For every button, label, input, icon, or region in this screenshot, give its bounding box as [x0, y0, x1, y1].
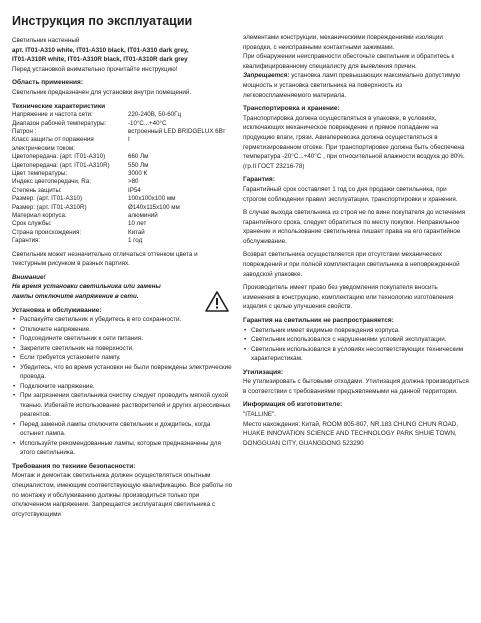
- spec-row: [12, 162, 225, 170]
- warning-triangle-icon: [205, 291, 229, 312]
- spec-key: Размер: (арт. IT01-A310): [12, 195, 83, 203]
- spec-key: Степень защиты:: [12, 186, 62, 194]
- attention-label: Внимание!: [12, 273, 46, 281]
- spec-row: [12, 195, 225, 203]
- spec-value: 660 Лм: [128, 153, 149, 161]
- spec-row: [12, 153, 225, 161]
- spec-value: 3000 К: [128, 170, 148, 177]
- spec-heading: Технические характеристики: [12, 102, 106, 110]
- spec-value: 1 год: [128, 237, 143, 245]
- list-item: • При загрязнении светильника очистку следует проводить мягкой сухой тканью. Избегайте использование растворителей и других агрессивных реагентов.: [12, 391, 233, 420]
- install-heading: Установка и обслуживание:: [12, 306, 102, 314]
- list-item: • Закрепите светильник на поверхности.: [12, 344, 233, 354]
- safety-heading: Требования по технике безопасности:: [12, 462, 136, 470]
- spec-value: IP54: [128, 186, 141, 194]
- spec-row: [12, 170, 225, 178]
- continued-text: элементами конструкции, механическими повреждениями изоляции проводки, с неисправными контактными зажимами.: [243, 34, 443, 51]
- spec-key: Класс защиты от поражения электрическим током:: [12, 136, 94, 152]
- list-item: • Светильник имеет видимые повреждения корпуса.: [243, 326, 469, 336]
- spec-key: Размер: (арт. IT01-A310R): [12, 203, 87, 211]
- spec-row: [12, 136, 225, 153]
- list-item: • Убедитесь, что во время установки не были повреждены электрические провода.: [12, 363, 233, 382]
- transport-text: Транспортировка должна осуществляться в упаковке, в условиях, исключающих механическое повреждение и прямое попадание на продукцию влаги, грязи. Авиаперевозка должна осуществляться в герметизированном отсеке. При транспортировке должна быть обеспечена температура -20°С...+40°С , при относительной влажности воздуха до 80%. (гр.II ГОСТ 23216-78): [243, 114, 465, 170]
- spec-row: [12, 187, 225, 195]
- spec-key: Цвет температуры:: [12, 170, 68, 177]
- guarantee-text-4: Производитель имеет право без уведомления покупателя вносить изменения в конструкцию, комплектацию или технологию изготовления изделия с целью улучшения свойств.: [243, 284, 454, 311]
- warning-text: На время установки светильника или замены лампы отключите напряжение в сети.: [12, 283, 161, 301]
- list-item: • Подсоедините светильник к сети питания.: [12, 334, 233, 344]
- purpose-heading: Область применения:: [12, 79, 83, 87]
- spec-row: [12, 237, 225, 245]
- spec-row: [12, 111, 225, 119]
- page-title: Инструкция по эксплуатации: [12, 14, 193, 28]
- spec-key: Страна происхождения:: [12, 228, 82, 236]
- spec-value: 10 лет: [128, 220, 147, 228]
- list-item: • Перед заменой лампы отключите светильник и дождитесь, когда остынет лампа.: [12, 420, 233, 439]
- spec-key: Гарантия:: [12, 237, 41, 245]
- spec-value: I: [128, 136, 130, 144]
- manufacturer-address: Место нахождения: Китай, ROOM 805-807, NR.183 CHUNG CHUN ROAD, HUAKE INNOVATION SCIENCE AND TECHNOLOGY PARK SHUIE TOWN, DONGGUAN CITY, GUANGDONG 523290: [243, 420, 459, 447]
- list-item: • Отключите напряжение.: [12, 325, 233, 335]
- forbidden-label: Запрещается:: [243, 72, 290, 80]
- spec-key: Диапазон рабочей температуры:: [12, 119, 107, 127]
- defect-text: При обнаружении неисправности обесточьте светильник и обратитесь к квалифицированному специалисту для выявления причин.: [243, 53, 455, 70]
- spec-row: [12, 229, 225, 237]
- spec-value: Ø140x115x100 мм: [128, 203, 180, 211]
- guarantee-text-3: Возврат светильника осуществляется при отсутствии механических повреждений и при полной комплектации светильника в неповрежденной заводской упаковке.: [243, 251, 460, 278]
- spec-value: 220-240В, 50-60Гц: [128, 111, 181, 119]
- transport-heading: Транспортировка и хранение:: [243, 105, 340, 113]
- models-line-2: IT01-A310R white, IT01-A310R black, IT01-A310R dark grey: [12, 56, 188, 64]
- spec-key: Материал корпуса:: [12, 212, 67, 220]
- spec-value: встроенный LED BRIDGELUX 6Вт: [128, 127, 226, 135]
- spec-key: Напряжение и частота сети:: [12, 111, 93, 119]
- disposal-text: Не утилизировать с бытовыми отходами. Утилизация должна производиться в соответствии с требованиями предъявляемыми на данной территории.: [243, 378, 469, 395]
- manufacturer-heading: Информация об изготовителе:: [243, 401, 343, 409]
- warning-block: [12, 273, 233, 302]
- spec-value: 550 Лм: [128, 161, 149, 169]
- spec-key: Срок службы:: [12, 220, 52, 228]
- manufacturer-name: "ITALLINE".: [243, 411, 277, 418]
- spec-key: Патрон :: [12, 127, 37, 135]
- install-list: [12, 315, 233, 458]
- product-type: Светильник настенный: [12, 37, 80, 44]
- disposal-heading: Утилизация:: [243, 368, 284, 376]
- no-guarantee-heading: Гарантия на светильник не распространяется:: [243, 317, 394, 325]
- spec-value: >80: [128, 178, 139, 186]
- list-item: • Если требуется установите лампу.: [12, 353, 233, 363]
- spec-key: Цветопередача: (арт. IT01-A310): [12, 153, 106, 161]
- color-note: Светильник может незначительно отличаться оттенком цвета и текстурным рисунком в разных партиях.: [12, 250, 198, 268]
- spec-value: -10°С...+40°С: [128, 119, 167, 127]
- forbidden-text: установка ламп превышающих максимально допустимую мощность и установка светильника на поверхность из легковоспламеняемого материала.: [243, 72, 461, 99]
- models-line-1: арт. IT01-A310 white, IT01-A310 black, IT01-A310 dark grey,: [12, 46, 189, 54]
- spec-key: Индекс цветопередачи, Ra:: [12, 178, 91, 186]
- list-item: • Подключите напряжение.: [12, 382, 233, 392]
- guarantee-heading: Гарантия:: [243, 176, 275, 184]
- spec-value: 100x100x100 мм: [128, 195, 176, 203]
- spec-value: Китай: [128, 228, 145, 236]
- list-item: • Используйте рекомендованные лампы, которые предназначены для этого светильника.: [12, 439, 233, 458]
- spec-row: [12, 220, 225, 228]
- left-column: [12, 36, 233, 519]
- spec-row: [12, 178, 225, 186]
- list-item: • Светильник использовался с нарушениями условий эксплуатации.: [243, 335, 469, 345]
- guarantee-text-1: Гарантийный срок составляет 1 год со дня продажи светильника, при строгом соблюдении правил эксплуатации, транспортировки и хранения.: [243, 185, 458, 203]
- intro-note: Перед установкой внимательно прочитайте инструкцию!: [12, 65, 178, 73]
- spec-table: [12, 111, 225, 246]
- purpose-text: Светильник предназначен для установки внутри помещений.: [12, 88, 192, 96]
- no-guarantee-list: [243, 326, 469, 364]
- safety-text: Монтаж и демонтаж светильника должен осуществляться опытным специалистом, имеющим соответствующую квалификацию. Все работы по по монтажу и обслуживанию должны производиться только при отключенном напряжении. Запрещается эксплуатация светильника с отсутствующими: [12, 472, 233, 518]
- spec-key: Цветопередача: (арт. IT01-A310R): [12, 161, 110, 169]
- list-item: • Светильник использовался в условиях несоответствующих техническим характеристикам.: [243, 345, 469, 364]
- spec-row: [12, 204, 225, 212]
- spec-row: [12, 212, 225, 220]
- spec-row: [12, 120, 225, 128]
- list-item: • Распакуйте светильник и убедитесь в его сохранности.: [12, 315, 233, 325]
- forbidden-paragraph: [243, 71, 469, 100]
- guarantee-text-2: В случае выхода светильника из строя не по вине покупателя до истечения гарантийного срока, следует обратиться по месту покупки. Неправильное хранение и использование светильника лишает права на его гарантийное обслуживание.: [243, 209, 466, 245]
- spec-row: [12, 128, 225, 136]
- spec-value: алюминий: [128, 212, 158, 220]
- right-column: [243, 33, 469, 448]
